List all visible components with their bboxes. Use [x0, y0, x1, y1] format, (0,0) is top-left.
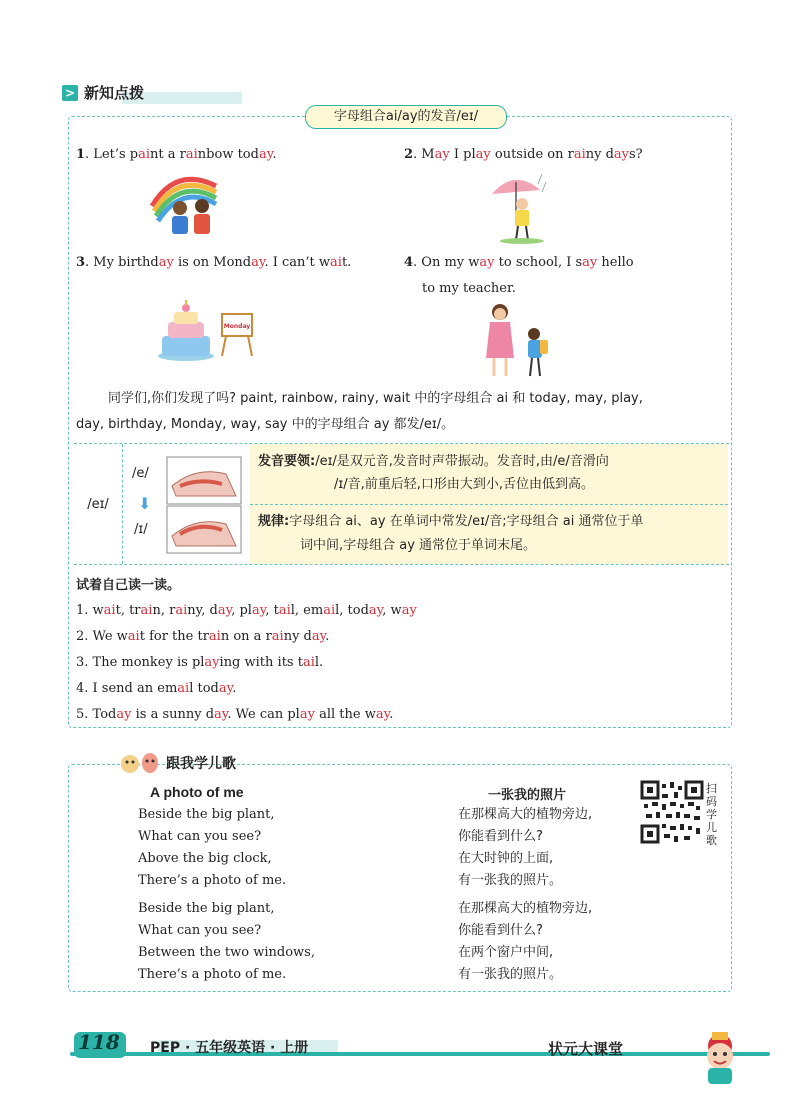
highlighted-letters: ay [475, 147, 491, 162]
song-en-title: A photo of me [150, 784, 244, 800]
highlighted-letters: ai [208, 629, 221, 644]
page-number: 118 [78, 1030, 120, 1054]
birthday-cake-illustration [156, 300, 256, 364]
text-segment: , t [265, 603, 279, 618]
example-4 [404, 254, 634, 272]
song-line: 有一张我的照片。 [458, 873, 563, 888]
song-zh-stanza-1 [458, 804, 592, 892]
text-segment: is a sunny d [131, 707, 215, 722]
example-2 [404, 146, 643, 164]
song-section-title: 跟我学儿歌 [166, 756, 236, 772]
discover-line-1: 同学们,你们发现了吗? paint, rainbow, rainy, wait 中的字母组合 ai 和 today, may, play, [108, 391, 643, 406]
qr-label: 扫码学儿歌 [706, 782, 717, 847]
rainbow-painting-illustration [146, 166, 222, 238]
text-segment: n on a r [220, 629, 272, 644]
text-segment: is on Mond [173, 255, 252, 270]
text-segment: l tod [189, 681, 219, 696]
highlighted-letters: ay [375, 707, 390, 722]
song-line: Beside the big plant, [138, 901, 275, 916]
section-title: 新知点拨 [84, 84, 145, 102]
try-line [76, 676, 716, 702]
text-segment: to school, I s [494, 255, 583, 270]
qr-code-icon[interactable] [640, 780, 704, 844]
text-segment: . [389, 707, 394, 722]
text-segment: nbow tod [197, 147, 259, 162]
tip-line-2: /ɪ/音,前重后轻,口形由大到小,舌位由低到高。 [334, 477, 594, 492]
tip-line-1 [258, 450, 720, 473]
rule-text-1: 字母组合 ai、ay 在单词中常发/eɪ/音;字母组合 ai 通常位于单 [289, 514, 644, 529]
song-line: 在两个窗户中间, [458, 945, 554, 960]
song-line: 在那棵高大的植物旁边, [458, 807, 593, 822]
try-line [76, 624, 716, 650]
text-segment: , pl [231, 603, 252, 618]
mascot-footer-icon [690, 1028, 750, 1086]
highlighted-letters: ay [401, 603, 417, 618]
text-segment: nt a r [150, 147, 186, 162]
highlighted-letters: ai [278, 603, 291, 618]
topic-title: 字母组合ai/ay的发音/eɪ/ [305, 105, 507, 129]
text-segment: I pl [449, 147, 476, 162]
text-segment: . We can pl [227, 707, 300, 722]
song-line: 你能看到什么? [458, 923, 543, 938]
monday-sign-text: Monday [223, 323, 251, 330]
from-sound: /e/ [132, 466, 149, 481]
section-header [62, 82, 182, 104]
try-line [76, 598, 716, 624]
try-line [76, 702, 716, 728]
highlighted-letters: ay [214, 707, 228, 722]
example-text [85, 147, 276, 162]
song-line: 在大时钟的上面, [458, 851, 554, 866]
text-segment: all the w [314, 707, 376, 722]
try-line [76, 650, 716, 676]
text-segment: . I can’t w [264, 255, 331, 270]
song-line: There’s a photo of me. [138, 967, 287, 982]
highlighted-letters: ay [613, 147, 630, 162]
song-zh-title: 一张我的照片 [488, 788, 567, 803]
rule-table [74, 443, 729, 565]
mascot-icon [118, 750, 162, 774]
text-segment: l, em [290, 603, 324, 618]
highlighted-letters: ay [251, 603, 266, 618]
example-text [413, 255, 634, 270]
rule-line-1 [258, 510, 720, 533]
teacher-greeting-illustration [480, 300, 560, 380]
rule-line-2: 词中间,字母组合 ay 通常位于单词末尾。 [300, 538, 537, 553]
discover-line-2: day, birthday, Monday, way, say 中的字母组合 ay 都发/eɪ/。 [76, 417, 455, 432]
text-segment: t for the tr [139, 629, 209, 644]
tip-label: 发音要领: [258, 454, 316, 469]
example-3 [76, 254, 351, 272]
highlighted-letters: ay [204, 655, 220, 670]
rule-label: 规律: [258, 514, 290, 529]
text-segment: t, tr [115, 603, 141, 618]
highlighted-letters: ay [116, 707, 132, 722]
text-segment: 1. w [76, 603, 104, 618]
example-text [413, 147, 643, 162]
highlighted-letters: ai [140, 603, 153, 618]
example-num: 2 [404, 147, 414, 162]
try-title: 试着自己读一读。 [76, 578, 181, 593]
highlighted-letters: ay [158, 255, 174, 270]
tip-text-1: /eɪ/是双元音,发音时声带振动。发音时,由/e/音滑向 [315, 454, 609, 469]
song-line: 你能看到什么? [458, 829, 543, 844]
text-segment: 4. I send an em [76, 681, 178, 696]
text-segment: . M [413, 147, 435, 162]
mouth-diagram-cell [122, 444, 251, 564]
text-segment: . [272, 147, 277, 162]
to-sound: /ɪ/ [134, 522, 148, 537]
highlighted-letters: ai [175, 603, 188, 618]
example-num: 3 [76, 255, 86, 270]
highlighted-letters: ay [479, 255, 495, 270]
text-segment: 3. The monkey is pl [76, 655, 205, 670]
text-segment: . Let’s p [85, 147, 139, 162]
text-segment: . My birthd [85, 255, 159, 270]
highlighted-letters: ay [311, 629, 326, 644]
highlighted-letters: ay [368, 603, 383, 618]
tips-cell [250, 444, 728, 564]
highlighted-letters: ai [323, 603, 336, 618]
song-en-stanza-2 [138, 898, 315, 986]
highlighted-letters: ai [127, 629, 140, 644]
highlighted-letters: ay [582, 255, 598, 270]
song-line: There’s a photo of me. [138, 873, 287, 888]
text-segment: ny d [283, 629, 312, 644]
phoneme-label: /eɪ/ [87, 496, 109, 512]
text-segment: l, tod [335, 603, 369, 618]
highlighted-letters: ay [258, 147, 273, 162]
highlighted-letters: ai [177, 681, 190, 696]
highlighted-letters: ay [434, 147, 450, 162]
text-segment: 5. Tod [76, 707, 117, 722]
umbrella-girl-illustration [486, 168, 550, 244]
text-segment: ing with its t [219, 655, 303, 670]
example-text [85, 255, 351, 270]
highlighted-letters: ay [299, 707, 315, 722]
song-line: Between the two windows, [138, 945, 315, 960]
song-en-stanza-1 [138, 804, 286, 892]
text-segment: . On my w [413, 255, 480, 270]
try-list [76, 598, 716, 728]
song-line: What can you see? [138, 923, 262, 938]
text-segment: t. [341, 255, 352, 270]
text-segment: ny d [585, 147, 614, 162]
text-segment: , w [382, 603, 402, 618]
highlighted-letters: ai [185, 147, 198, 162]
text-segment: . [325, 629, 330, 644]
example-num: 4 [404, 255, 414, 270]
song-line: Beside the big plant, [138, 807, 275, 822]
highlighted-letters: ai [330, 255, 342, 270]
arrow-down-icon: ⬇ [138, 494, 152, 513]
song-zh-stanza-2 [458, 898, 592, 986]
text-segment: n, r [152, 603, 176, 618]
song-header [118, 750, 268, 774]
book-title: PEP · 五年级英语 · 上册 [150, 1040, 309, 1056]
highlighted-letters: ai [271, 629, 284, 644]
highlighted-letters: ay [218, 681, 233, 696]
chevron-right-icon: > [62, 85, 78, 101]
song-line: What can you see? [138, 829, 262, 844]
text-segment: l. [314, 655, 324, 670]
song-line: 有一张我的照片。 [458, 967, 563, 982]
text-segment: 2. We w [76, 629, 128, 644]
highlighted-letters: ay [217, 603, 232, 618]
mouth-diagram-icon [166, 456, 242, 554]
text-segment: outside on r [490, 147, 574, 162]
example-num: 1 [76, 147, 86, 162]
highlighted-letters: ai [138, 147, 151, 162]
example-1 [76, 146, 276, 164]
song-line: Above the big clock, [138, 851, 272, 866]
highlighted-letters: ay [251, 255, 265, 270]
brand-name: 状元大课堂 [548, 1040, 624, 1058]
highlighted-letters: ai [302, 655, 315, 670]
text-segment: s? [629, 147, 643, 162]
song-line: 在那棵高大的植物旁边, [458, 901, 593, 916]
highlighted-letters: ai [573, 147, 586, 162]
phoneme-cell [74, 444, 123, 564]
highlighted-letters: ai [103, 603, 116, 618]
text-segment: ny, d [187, 603, 218, 618]
example-4-line2: to my teacher. [422, 281, 516, 296]
text-segment: . [232, 681, 237, 696]
text-segment: hello [597, 255, 634, 270]
